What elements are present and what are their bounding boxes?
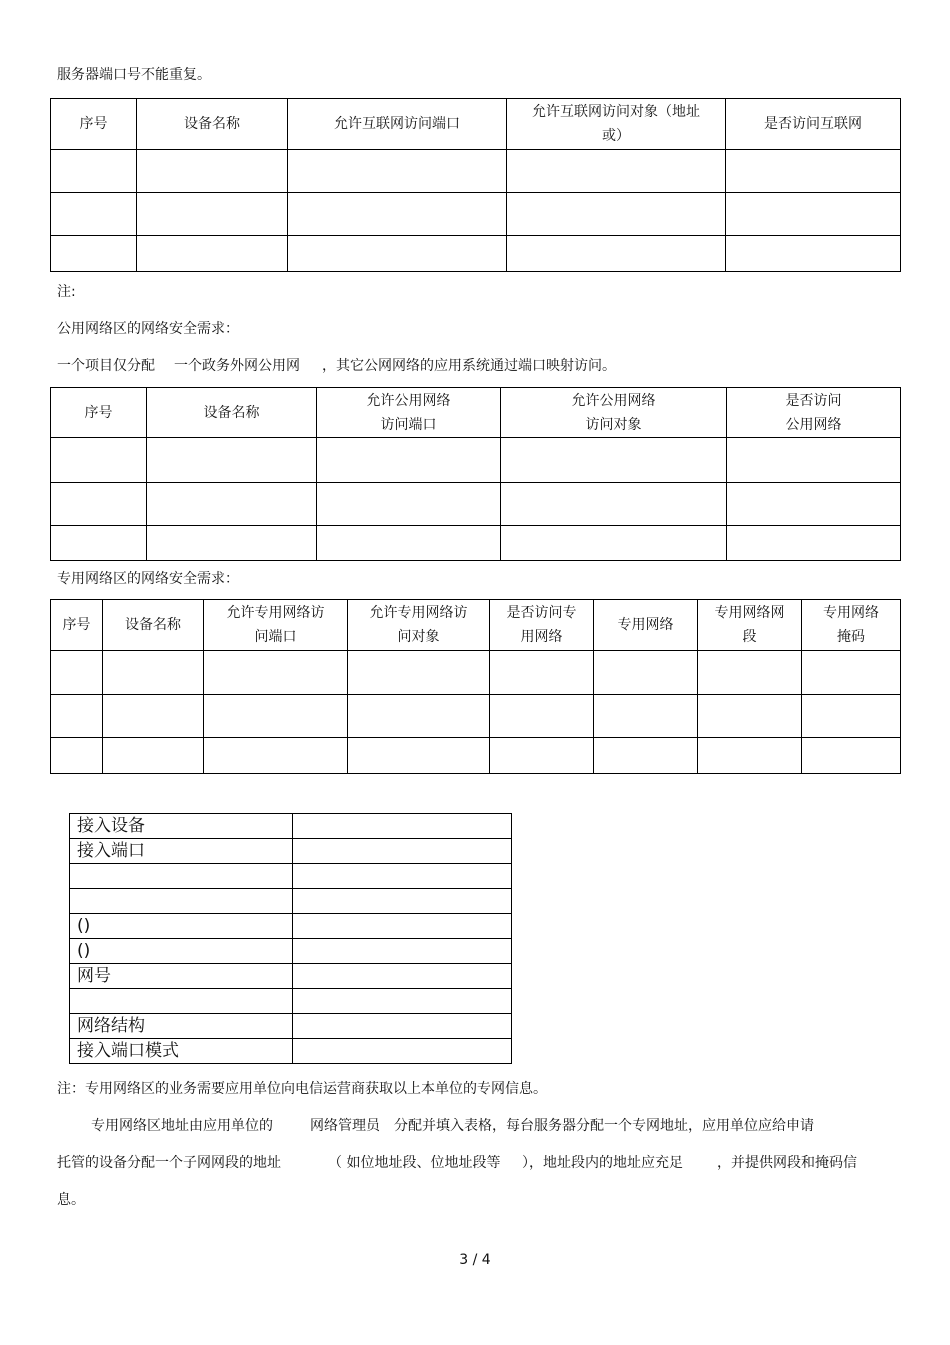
header-cell: 序号	[51, 99, 137, 150]
page-number: 3 / 4	[459, 1252, 491, 1268]
table-row	[70, 1014, 512, 1039]
table-row	[51, 738, 901, 774]
label-cell	[70, 889, 293, 914]
header-cell: 设备名称	[137, 99, 288, 150]
header-cell: 序号	[51, 600, 103, 651]
table-row	[70, 914, 512, 939]
value-cell[interactable]	[293, 1014, 512, 1039]
label-cell: ()	[70, 939, 293, 964]
value-cell[interactable]	[293, 889, 512, 914]
value-cell[interactable]	[293, 989, 512, 1014]
note-label: 注:	[57, 284, 76, 300]
table-row	[51, 150, 901, 193]
value-cell[interactable]	[293, 964, 512, 989]
header-cell: 允许互联网访问对象（地址 或）	[507, 99, 726, 150]
header-cell: 是否访问专 用网络	[490, 600, 594, 651]
public-network-table	[50, 387, 901, 561]
public-zone-desc-b: 一个政务外网公用网	[174, 358, 300, 374]
label-cell: ()	[70, 914, 293, 939]
private-zone-title: 专用网络区的网络安全需求：	[57, 571, 239, 587]
table-row	[51, 193, 901, 236]
label-cell: 接入端口	[70, 839, 293, 864]
header-cell: 是否访问互联网	[726, 99, 901, 150]
table-row	[70, 939, 512, 964]
paragraph-line2-a: 托管的设备分配一个子网网段的地址	[57, 1155, 281, 1171]
label-cell: 接入端口模式	[70, 1039, 293, 1064]
header-cell: 专用网络 掩码	[802, 600, 901, 651]
access-info-table	[69, 813, 512, 1064]
header-cell: 专用网络	[594, 600, 698, 651]
header-cell: 允许互联网访问端口	[288, 99, 507, 150]
table-row	[70, 864, 512, 889]
paragraph-line1-c: 分配并填入表格，每台服务器分配一个专网地址，应用单位应给申请	[394, 1118, 814, 1134]
value-cell[interactable]	[293, 839, 512, 864]
value-cell[interactable]	[293, 1039, 512, 1064]
header-cell: 是否访问 公用网络	[727, 388, 901, 438]
paragraph-line1-b: 网络管理员	[310, 1118, 380, 1134]
header-cell: 允许公用网络 访问端口	[317, 388, 501, 438]
footer-note: 注：专用网络区的业务需要应用单位向电信运营商获取以上本单位的专网信息。	[57, 1081, 547, 1097]
table-row	[51, 483, 901, 526]
public-zone-title: 公用网络区的网络安全需求：	[57, 321, 239, 337]
label-cell: 网络结构	[70, 1014, 293, 1039]
paragraph-line3: 息。	[57, 1192, 85, 1208]
table-row	[70, 839, 512, 864]
header-cell: 允许专用网络访 问端口	[204, 600, 348, 651]
label-cell: 接入设备	[70, 814, 293, 839]
paragraph-line1-a: 专用网络区地址由应用单位的	[91, 1118, 273, 1134]
value-cell[interactable]	[293, 939, 512, 964]
table-row	[51, 526, 901, 561]
table-row	[51, 438, 901, 483]
internet-access-table	[50, 98, 901, 272]
paragraph-line2-c: ），地址段内的地址应充足	[522, 1155, 683, 1171]
intro-text: 服务器端口号不能重复。	[57, 67, 211, 83]
label-cell	[70, 989, 293, 1014]
table-row	[51, 695, 901, 738]
value-cell[interactable]	[293, 814, 512, 839]
private-network-table	[50, 599, 901, 774]
label-cell: 网号	[70, 964, 293, 989]
header-cell: 允许专用网络访 问对象	[348, 600, 490, 651]
value-cell[interactable]	[293, 914, 512, 939]
public-zone-desc-a: 一个项目仅分配	[57, 358, 155, 374]
public-zone-desc-c: ，其它公网网络的应用系统通过端口映射访问。	[322, 358, 616, 374]
table-row	[70, 964, 512, 989]
header-cell: 设备名称	[147, 388, 317, 438]
table-row	[70, 814, 512, 839]
header-cell: 序号	[51, 388, 147, 438]
table-row	[51, 236, 901, 272]
table-row	[70, 889, 512, 914]
value-cell[interactable]	[293, 864, 512, 889]
paragraph-line2-b: （ 如位地址段、位地址段等	[328, 1155, 501, 1171]
table-row	[51, 651, 901, 695]
table-row	[70, 989, 512, 1014]
header-cell: 设备名称	[103, 600, 204, 651]
label-cell	[70, 864, 293, 889]
header-cell: 允许公用网络 访问对象	[501, 388, 727, 438]
paragraph-line2-d: ，并提供网段和掩码信	[717, 1155, 857, 1171]
header-cell: 专用网络网 段	[698, 600, 802, 651]
table-row	[70, 1039, 512, 1064]
